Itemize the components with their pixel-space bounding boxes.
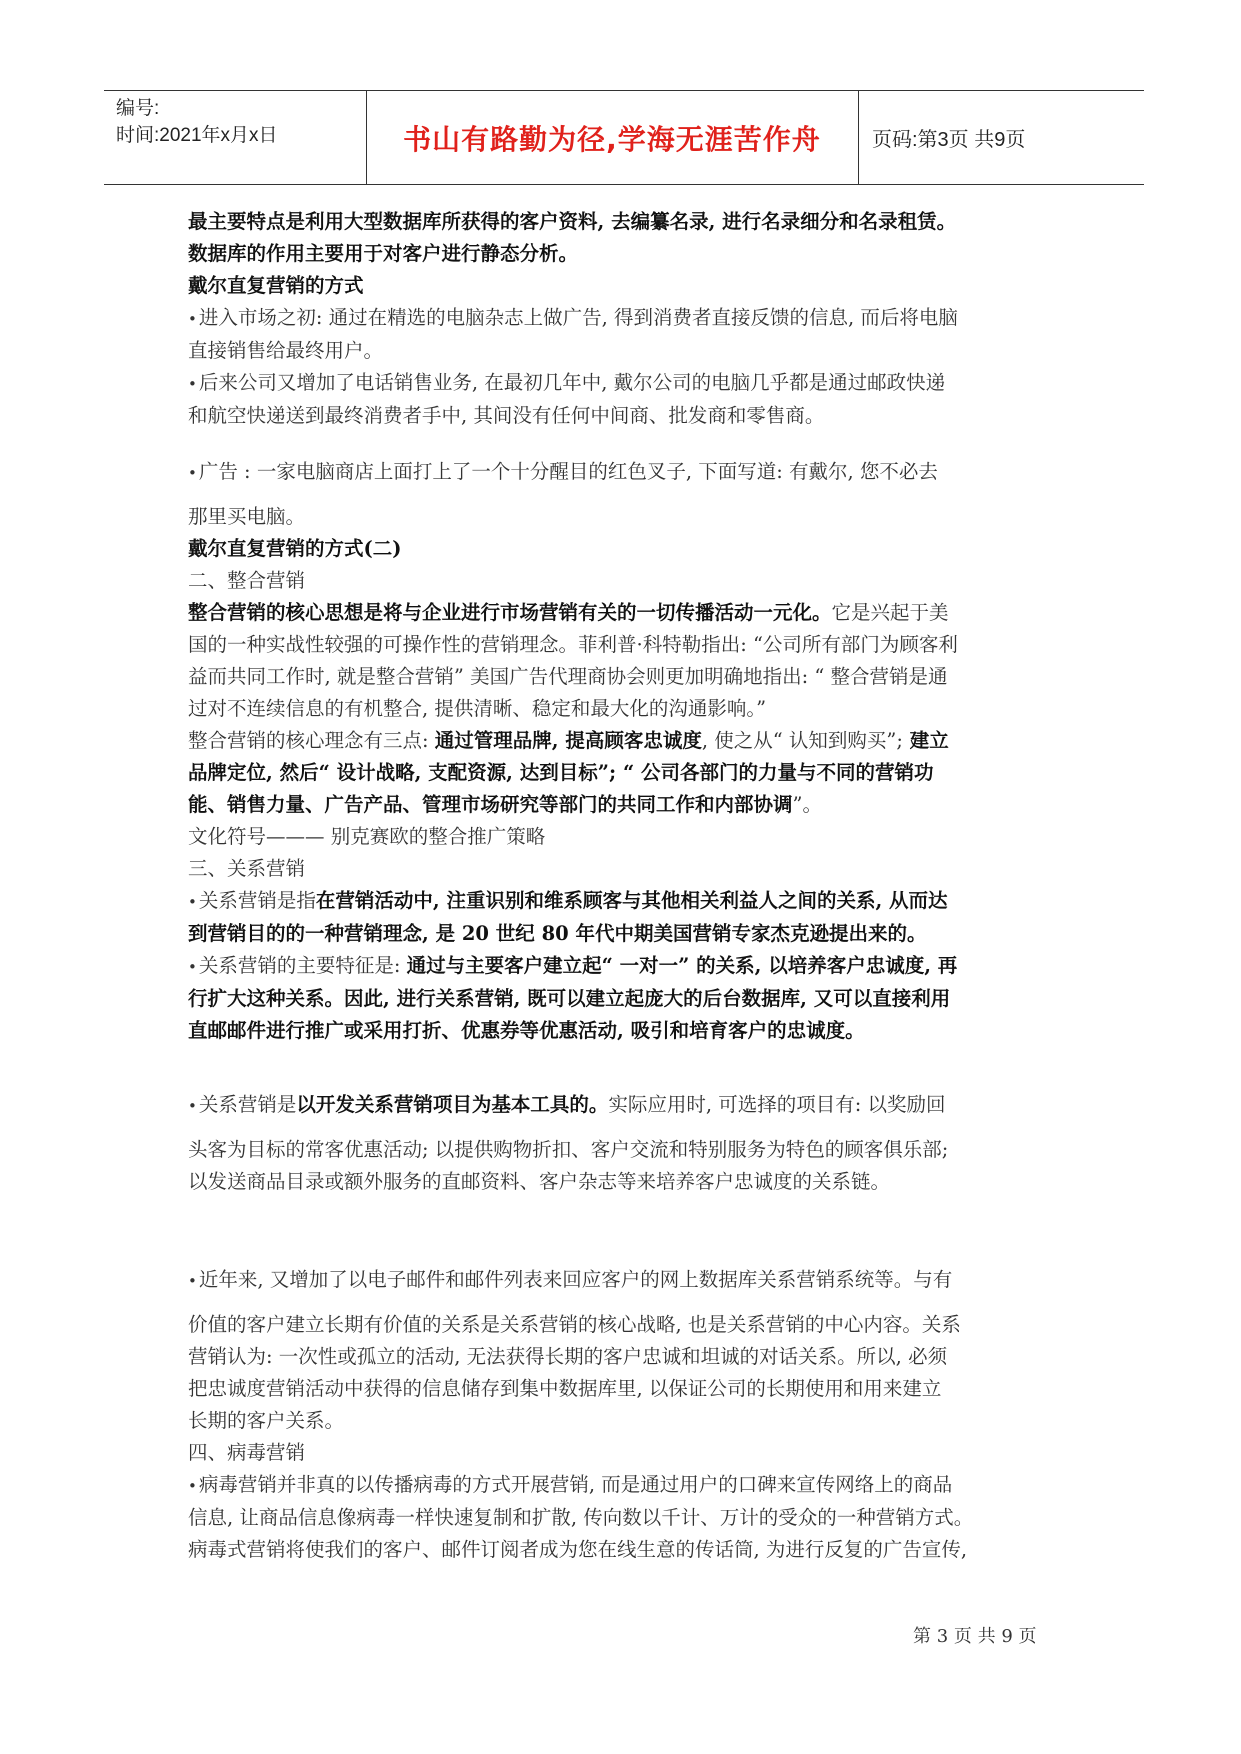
text-line [188, 597, 1054, 629]
text-span: 广告 : 一家电脑商店上面打上了一个十分醒目的红色叉子, 下面写道: 有戴尔, 您不必去 [198, 460, 938, 483]
text-line: 把忠诚度营销活动中获得的信息储存到集中数据库里, 以保证公司的长期使用和用来建立 [188, 1377, 942, 1400]
bullet: • [188, 464, 197, 482]
header-page-code: 页码:第3页 共9页 [872, 129, 1026, 151]
text-line: 文化符号——— 别克赛欧的整合推广策略 [188, 825, 546, 848]
text-line: 和航空快递送到最终消费者手中, 其间没有任何中间商、批发商和零售商。 [188, 404, 825, 427]
bullet: • [188, 375, 197, 393]
text-span: 实际应用时, 可选择的项目有: 以奖励回 [608, 1093, 946, 1116]
text-span: 病毒营销并非真的以传播病毒的方式开展营销, 而是通过用户的口碑来宣传网络上的商品 [198, 1473, 953, 1496]
section-heading: 戴尔直复营销的方式(二) [188, 537, 402, 560]
text-span: 近年来, 又增加了以电子邮件和邮件列表来回应客户的网上数据库关系营销系统等。与有 [198, 1268, 953, 1291]
text-line: 过对不连续信息的有机整合, 提供清晰、稳定和最大化的沟通影响。” [188, 697, 767, 720]
section-heading: 戴尔直复营销的方式 [188, 274, 364, 297]
text-line [188, 1089, 1054, 1122]
bullet: • [188, 958, 197, 976]
subsection-heading: 三、关系营销 [188, 857, 306, 880]
text-span: 它是兴起于美 [831, 601, 949, 624]
bullet: • [188, 1477, 197, 1495]
number-label: 编号: [116, 98, 160, 119]
text-line: 行扩大这种关系。因此, 进行关系营销, 既可以建立起庞大的后台数据库, 又可以直接利用 [188, 987, 951, 1010]
header-meta [116, 95, 278, 149]
bullet: • [188, 893, 197, 911]
bold-span: 通过与主要客户建立起“ 一对一” 的关系, 以培养客户忠诚度, 再 [406, 954, 958, 977]
text-line [188, 1264, 1054, 1297]
text-line: 以发送商品目录或额外服务的直邮资料、客户杂志等来培养客户忠诚度的关系链。 [188, 1170, 891, 1193]
text-line [188, 1469, 1054, 1502]
text-span: 关系营销的主要特征是: [198, 954, 407, 977]
time-label: 时间:2021年x月x日 [116, 125, 278, 146]
bold-span: 通过管理品牌, 提高顾客忠诚度 [434, 729, 702, 752]
subsection-heading: 二、整合营销 [188, 569, 306, 592]
text-line [188, 789, 1054, 821]
text-line: 价值的客户建立长期有价值的关系是关系营销的核心战略, 也是关系营销的中心内容。关系 [188, 1313, 961, 1336]
text-line: 信息, 让商品信息像病毒一样快速复制和扩散, 传向数以千计、万计的受众的一种营销方式。 [188, 1506, 974, 1529]
bullet: • [188, 310, 197, 328]
text-line [188, 456, 1054, 489]
bold-span: 建立 [902, 729, 949, 752]
text-line: 益而共同工作时, 就是整合营销” 美国广告代理商协会则更加明确地指出: “ 整合营销是通 [188, 665, 948, 688]
text-span: ”。 [792, 793, 822, 816]
text-line: 长期的客户关系。 [188, 1409, 345, 1432]
text-line [188, 950, 1054, 983]
bullet: • [188, 1097, 197, 1115]
text-span: 关系营销是 [198, 1093, 297, 1116]
text-line [188, 725, 1054, 757]
subsection-heading: 四、病毒营销 [188, 1441, 306, 1464]
text-line: 数据库的作用主要用于对客户进行静态分析。 [188, 242, 579, 265]
text-line [188, 302, 1054, 335]
bold-span: 整合营销的核心思想是将与企业进行市场营销有关的一切传播活动一元化。 [188, 601, 832, 624]
text-line: 最主要特点是利用大型数据库所获得的客户资料, 去编纂名录, 进行名录细分和名录租赁。 [188, 210, 957, 233]
text-span: 整合营销的核心理念有三点: [188, 729, 435, 752]
page-footer: 第 3 页 共 9 页 [913, 1626, 1037, 1647]
bullet: • [188, 1272, 197, 1290]
text-line: 到营销目的的一种营销理念, 是 20 世纪 80 年代中期美国营销专家杰克逊提出来的。 [188, 922, 927, 945]
bold-span: 以开发关系营销项目为基本工具的。 [296, 1093, 609, 1116]
header-divider [858, 91, 859, 184]
text-line: 直接销售给最终用户。 [188, 339, 384, 362]
text-line: 品牌定位, 然后“ 设计战略, 支配资源, 达到目标”; “ 公司各部门的力量与不同的营销功 [188, 761, 934, 784]
document-body [188, 206, 1054, 1566]
text-line: 直邮邮件进行推广或采用打折、优惠券等优惠活动, 吸引和培育客户的忠诚度。 [188, 1019, 865, 1042]
text-line: 那里买电脑。 [188, 505, 306, 528]
text-span: 关系营销是指 [198, 889, 316, 912]
text-line [188, 885, 1054, 918]
text-line: 国的一种实战性较强的可操作性的营销理念。菲利普·科特勒指出: “公司所有部门为顾客利 [188, 633, 958, 656]
page-header [104, 90, 1144, 185]
text-line [188, 367, 1054, 400]
text-line: 病毒式营销将使我们的客户、邮件订阅者成为您在线生意的传话筒, 为进行反复的广告宣传, [188, 1538, 968, 1561]
bold-span: 能、销售力量、广告产品、管理市场研究等部门的共同工作和内部协调 [188, 793, 793, 816]
text-span: 后来公司又增加了电话销售业务, 在最初几年中, 戴尔公司的电脑几乎都是通过邮政快递 [198, 371, 946, 394]
text-span: 进入市场之初: 通过在精选的电脑杂志上做广告, 得到消费者直接反馈的信息, 而后将电脑 [198, 306, 958, 329]
text-span: , 使之从“ 认知到购买”; [701, 729, 903, 752]
bold-span: 在营销活动中, 注重识别和维系顾客与其他相关利益人之间的关系, 从而达 [315, 889, 948, 912]
text-line: 头客为目标的常客优惠活动; 以提供购物折扣、客户交流和特别服务为特色的顾客俱乐部; [188, 1138, 949, 1161]
header-motto: 书山有路勤为径,学海无涯苦作舟 [403, 122, 821, 156]
text-line: 营销认为: 一次性或孤立的活动, 无法获得长期的客户忠诚和坦诚的对话关系。所以, 必须 [188, 1345, 948, 1368]
